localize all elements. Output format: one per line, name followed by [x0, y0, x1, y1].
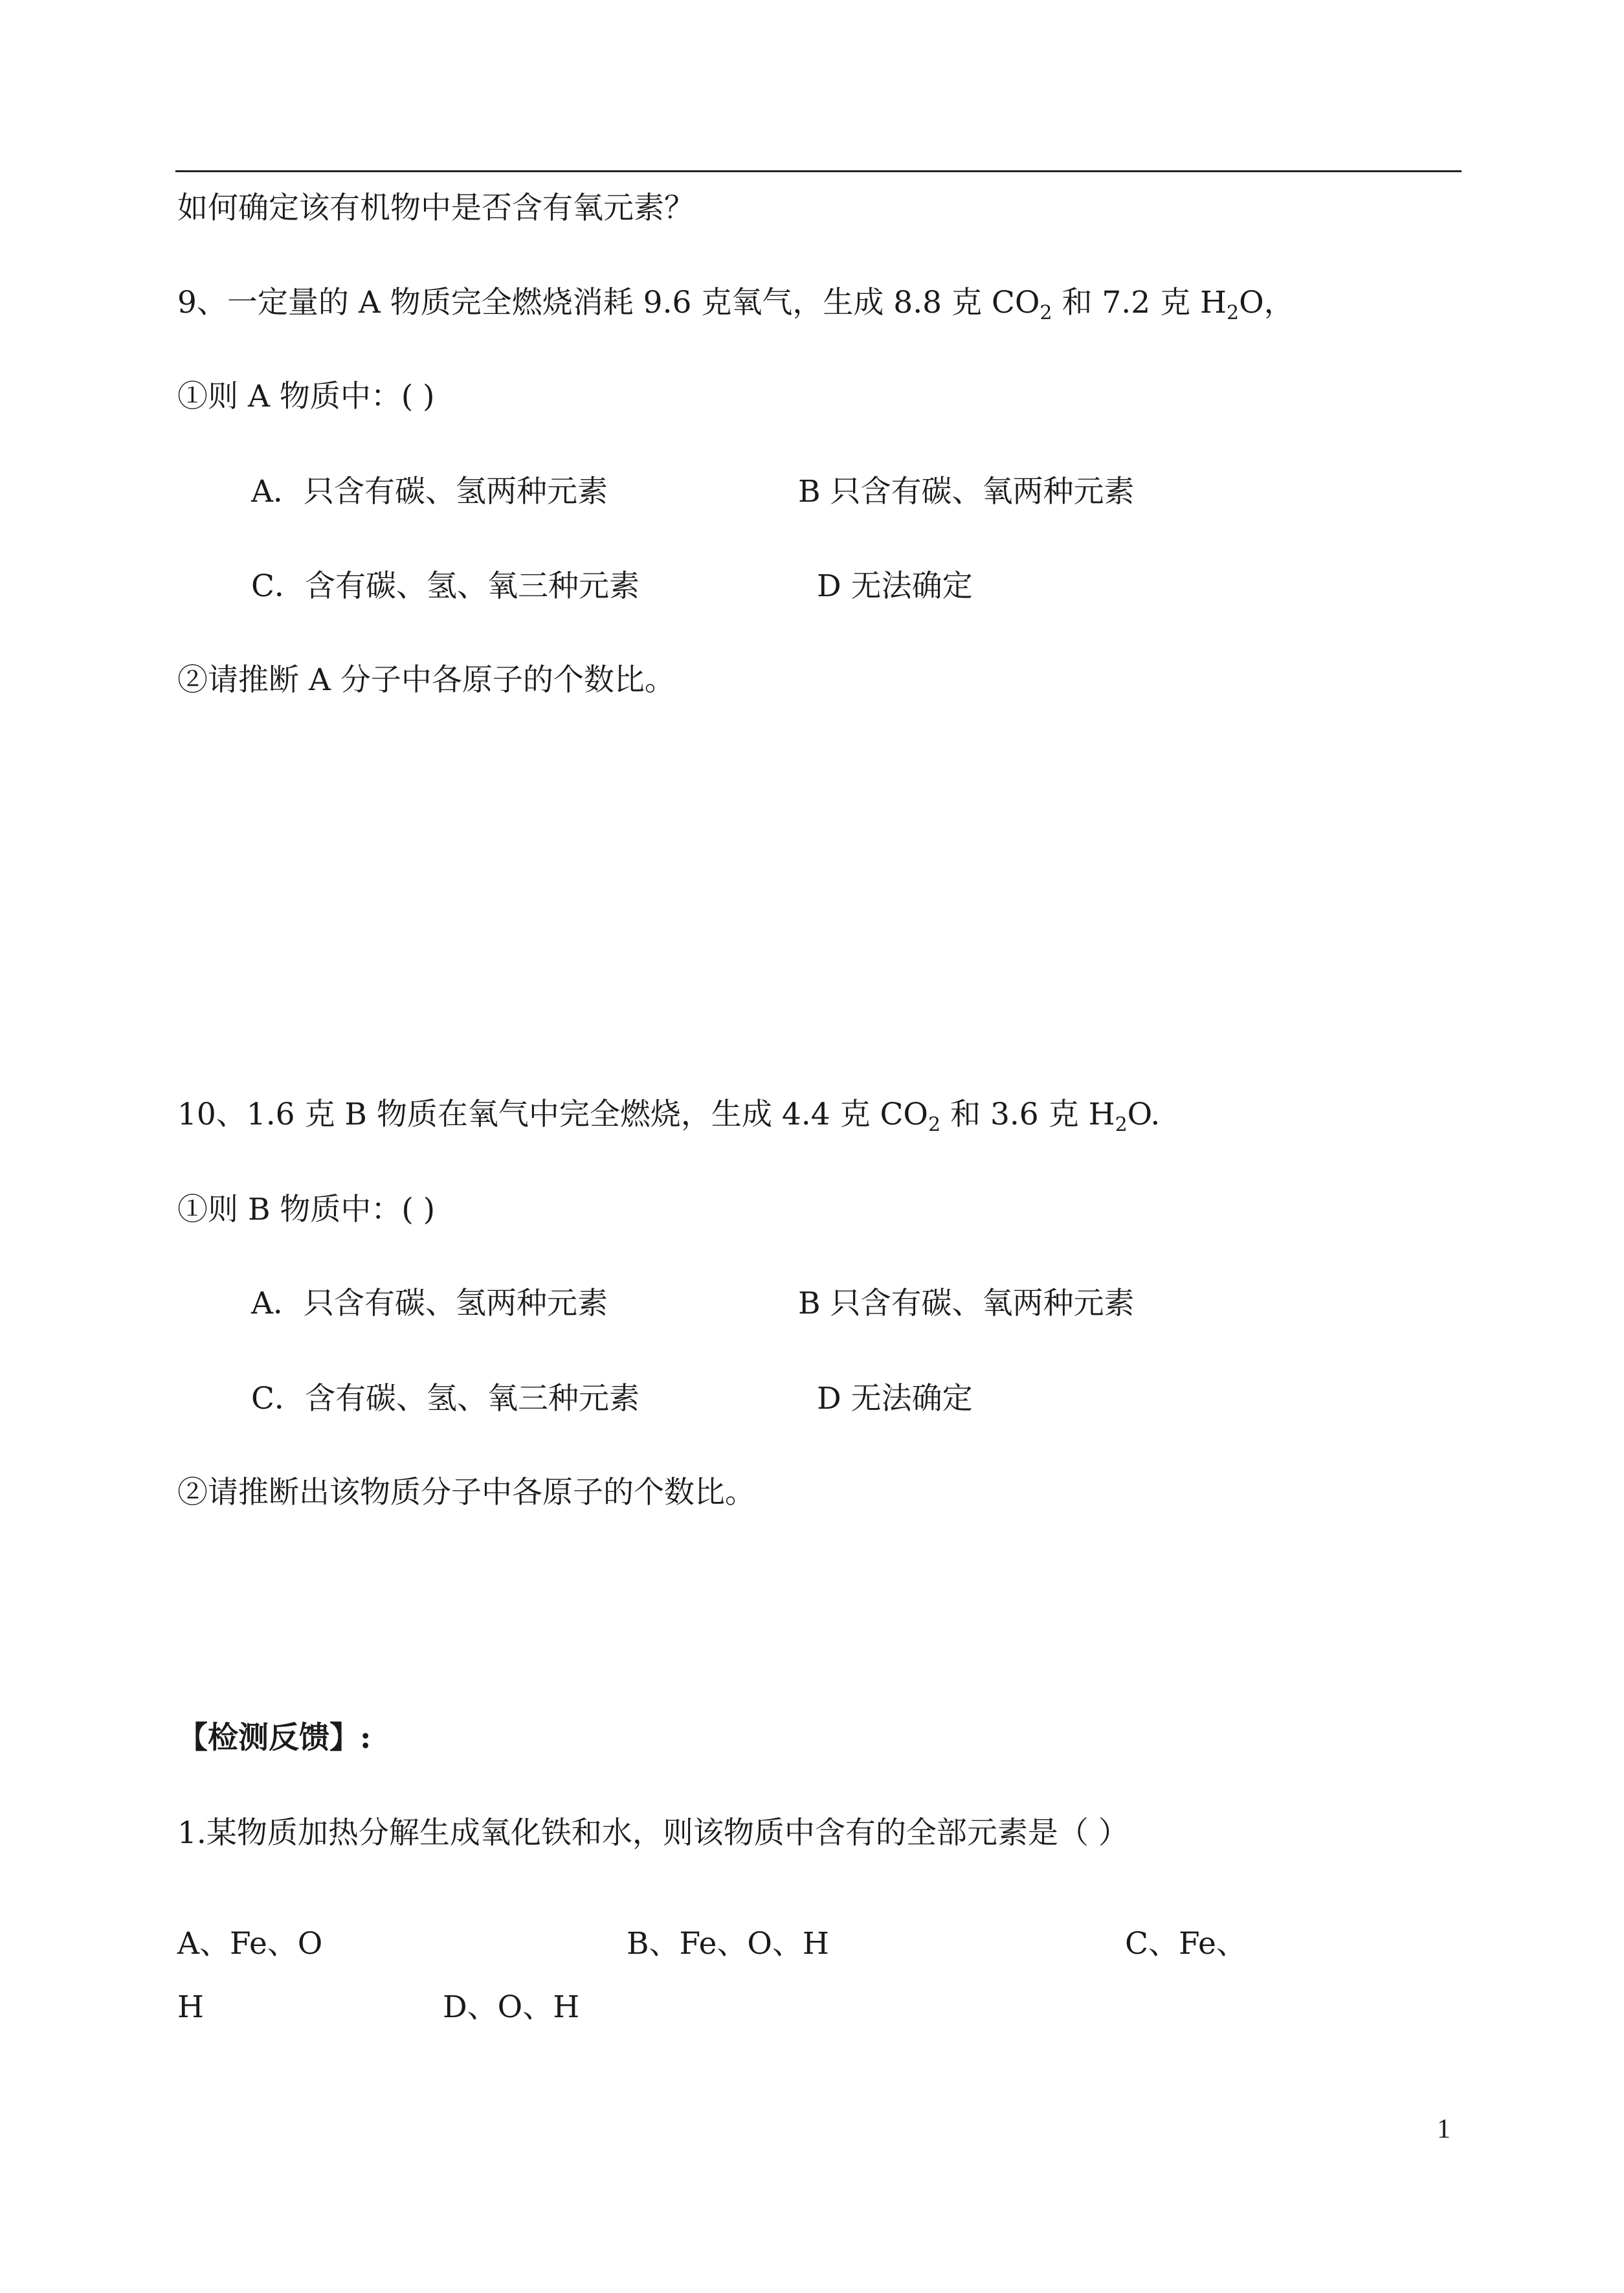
q10-part2: ②请推断出该物质分子中各原子的个数比。: [177, 1475, 755, 1510]
q9-part1: ①则 A 物质中：( ): [177, 379, 435, 414]
q10-option-c: C．含有碳、氢、氧三种元素: [251, 1381, 640, 1416]
feedback-option-c: C、Fe、: [1125, 1926, 1247, 1962]
q9-stem-part-c: O，: [1239, 285, 1295, 320]
q9-option-d: D 无法确定: [817, 568, 973, 604]
feedback-option-a: A、Fe、O: [177, 1926, 323, 1962]
intro-question: 如何确定该有机物中是否含有氧元素？: [177, 190, 695, 226]
q10-option-a: A．只含有碳、氢两种元素: [251, 1286, 608, 1321]
feedback-option-d: D、O、H: [443, 1989, 580, 2025]
q10-stem: [177, 1095, 1160, 1134]
feedback-heading: 【检测反馈】:: [177, 1720, 372, 1756]
page-number: 1: [1437, 2114, 1451, 2144]
q10-subscript-h2o: 2: [1115, 1113, 1128, 1136]
header-rule: [175, 170, 1462, 172]
q10-stem-part-b: 和 3.6 克 H: [940, 1097, 1115, 1132]
q10-option-b: B 只含有碳、氧两种元素: [798, 1286, 1135, 1321]
q10-stem-part-a: 10、1.6 克 B 物质在氧气中完全燃烧，生成 4.4 克 CO: [177, 1097, 928, 1132]
feedback-option-c-continued: H: [177, 1989, 204, 2025]
q9-stem-part-b: 和 7.2 克 H: [1052, 285, 1227, 320]
q9-stem: [177, 284, 1295, 322]
q9-subscript-h2o: 2: [1227, 302, 1240, 324]
q10-subscript-co2: 2: [928, 1113, 941, 1136]
q10-stem-part-c: O.: [1127, 1097, 1161, 1132]
q9-option-a: A．只含有碳、氢两种元素: [251, 474, 608, 509]
q10-part1: ①则 B 物质中：( ): [177, 1192, 436, 1227]
feedback-option-b: B、Fe、O、H: [627, 1926, 829, 1962]
q9-option-c: C．含有碳、氢、氧三种元素: [251, 568, 640, 604]
q10-option-d: D 无法确定: [817, 1381, 973, 1416]
q9-part2: ②请推断 A 分子中各原子的个数比。: [177, 662, 675, 698]
q9-stem-part-a: 9、一定量的 A 物质完全燃烧消耗 9.6 克氧气，生成 8.8 克 CO: [177, 285, 1040, 320]
q9-subscript-co2: 2: [1040, 302, 1052, 324]
feedback-q1-stem: 1.某物质加热分解生成氧化铁和水，则该物质中含有的全部元素是（ ）: [177, 1815, 1129, 1851]
q9-option-b: B 只含有碳、氧两种元素: [798, 474, 1135, 509]
